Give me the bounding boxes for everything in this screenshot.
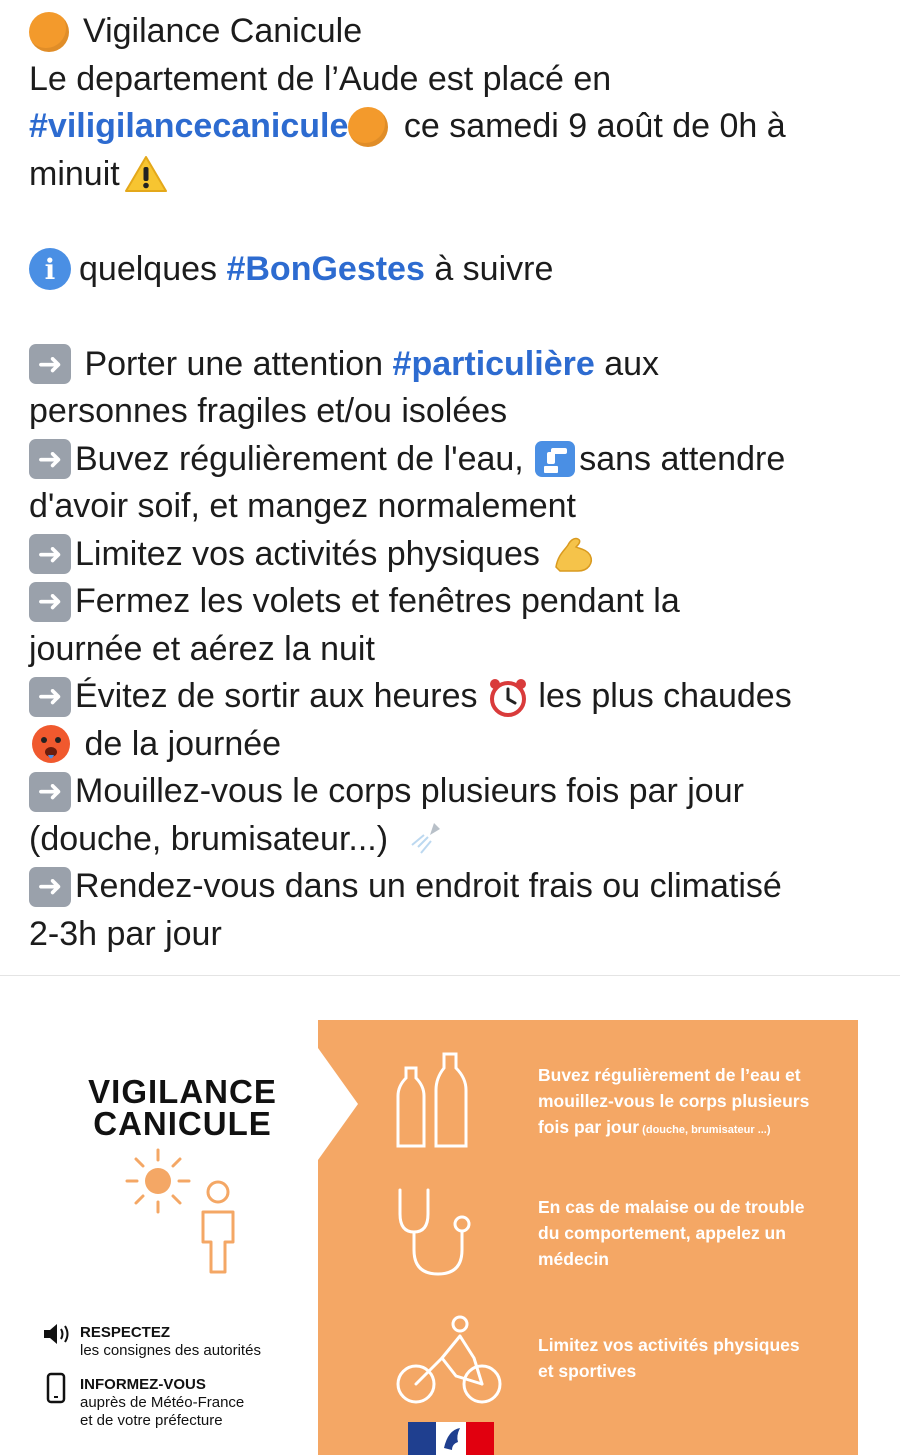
- post-line-text: journée et aérez la nuit: [29, 629, 375, 668]
- post-line-text: sans attendre: [579, 439, 786, 478]
- water-tap-emoji-icon: [533, 439, 577, 479]
- post-line-text: Rendez-vous dans un endroit frais ou climatisé: [75, 867, 782, 905]
- bottles-icon: [396, 1050, 470, 1150]
- sun-icon: [125, 1148, 191, 1214]
- post-line-text: à suivre: [424, 249, 554, 288]
- right-arrow-emoji-icon: ➜: [29, 439, 71, 479]
- post-line-text: minuit: [29, 154, 120, 193]
- infographic-tip-hydration: [538, 1062, 848, 1143]
- post-line: [29, 673, 879, 721]
- post-line: [29, 721, 879, 769]
- post-line-text: ce samedi 9 août de 0h à: [394, 107, 786, 145]
- orange-circle-emoji-icon: [348, 107, 388, 147]
- tip-line: du comportement, appelez un: [538, 1223, 786, 1243]
- right-arrow-emoji-icon: ➜: [29, 677, 71, 717]
- post-title-line: [29, 8, 879, 56]
- right-arrow-emoji-icon: ➜: [29, 867, 71, 907]
- flexed-biceps-emoji-icon: [550, 533, 596, 575]
- post-line-text: Fermez les volets et fenêtres pendant la: [75, 582, 680, 620]
- post-text: [29, 8, 879, 958]
- footer-bold: RESPECTEZ: [80, 1324, 171, 1341]
- post-line: [29, 531, 879, 579]
- post-line-text: quelques: [79, 249, 227, 288]
- tip-line: Buvez régulièrement de l’eau et: [538, 1065, 801, 1085]
- infographic-tip-doctor: [538, 1194, 848, 1272]
- post-line-text: Mouillez-vous le corps plusieurs fois par jour: [75, 772, 744, 810]
- infographic-title-line: CANICULE: [93, 1105, 272, 1142]
- post-line-text: les plus chaudes: [528, 677, 792, 715]
- infographic-footer-informez: [80, 1376, 244, 1430]
- post-line: [29, 816, 879, 864]
- post-line-text: Buvez régulièrement de l'eau,: [75, 439, 534, 478]
- post-line: [29, 246, 879, 294]
- post-line: [29, 483, 879, 531]
- post-line: [29, 151, 879, 199]
- phone-icon: [46, 1372, 66, 1404]
- infographic-tip-activity: [538, 1332, 848, 1384]
- post-line: [29, 103, 879, 151]
- post-title: Vigilance Canicule: [83, 12, 363, 50]
- post-line-text: d'avoir soif, et mangez normalement: [29, 487, 576, 525]
- post-line: [29, 911, 879, 959]
- post-line-text: Porter une attention: [75, 344, 393, 383]
- hashtag-link[interactable]: #BonGestes: [226, 249, 425, 288]
- warning-emoji-icon: [124, 154, 168, 194]
- post-line: [29, 341, 879, 389]
- right-arrow-emoji-icon: ➜: [29, 344, 71, 384]
- orange-circle-emoji-icon: [29, 12, 69, 52]
- infographic-title-line: VIGILANCE: [88, 1073, 277, 1110]
- vigilance-infographic-image[interactable]: [0, 976, 900, 1455]
- tip-line: En cas de malaise ou de trouble: [538, 1197, 805, 1217]
- tip-line: mouillez-vous le corps plusieurs: [538, 1091, 810, 1111]
- footer-bold: INFORMEZ-VOUS: [80, 1376, 206, 1393]
- footer-text: les consignes des autorités: [80, 1342, 261, 1359]
- post-line: [29, 436, 879, 484]
- shower-emoji-icon: [404, 819, 444, 859]
- post-line: [29, 863, 879, 911]
- right-arrow-emoji-icon: ➜: [29, 582, 71, 622]
- post-line: [29, 626, 879, 674]
- post-line: [29, 388, 879, 436]
- speaker-icon: [42, 1322, 74, 1346]
- post-line-text: Évitez de sortir aux heures: [75, 677, 487, 715]
- tip-line: médecin: [538, 1249, 609, 1269]
- footer-text: auprès de Météo-France: [80, 1394, 245, 1411]
- post-line-text: aux: [594, 344, 660, 383]
- tip-line-text: fois par jour: [538, 1117, 640, 1137]
- stethoscope-icon: [392, 1186, 474, 1278]
- tip-line-small: (douche, brumisateur ...): [639, 1124, 771, 1136]
- post-line-text: de la journée: [75, 724, 282, 763]
- panel-notch: [318, 1048, 358, 1160]
- right-arrow-emoji-icon: ➜: [29, 772, 71, 812]
- infographic-title: [60, 1073, 305, 1142]
- tip-line: et sportives: [538, 1361, 637, 1381]
- post-line-text: Limitez vos activités physiques: [75, 534, 540, 573]
- infographic-footer-respectez: [80, 1324, 261, 1360]
- tip-line: Limitez vos activités physiques: [538, 1335, 800, 1355]
- hot-face-emoji-icon: [29, 722, 73, 766]
- post-line: [29, 578, 879, 626]
- hashtag-link[interactable]: #viligilancecanicule: [29, 107, 349, 145]
- hashtag-link[interactable]: #particulière: [392, 344, 595, 383]
- post-line-text: 2-3h par jour: [29, 914, 222, 953]
- post-line: [29, 56, 879, 104]
- bicycle-icon: [396, 1314, 502, 1406]
- post-line-text: Le departement de l’Aude est placé en: [29, 59, 612, 98]
- alarm-clock-emoji-icon: [487, 676, 529, 718]
- tip-line: [538, 1114, 848, 1143]
- info-emoji-icon: i: [29, 248, 71, 290]
- person-icon: [195, 1178, 241, 1278]
- right-arrow-emoji-icon: ➜: [29, 534, 71, 574]
- footer-text: et de votre préfecture: [80, 1412, 223, 1429]
- post-line-text: (douche, brumisateur...): [29, 819, 398, 858]
- marianne-logo: [408, 1422, 494, 1455]
- post-line: [29, 768, 879, 816]
- post-line-text: personnes fragiles et/ou isolées: [29, 392, 508, 430]
